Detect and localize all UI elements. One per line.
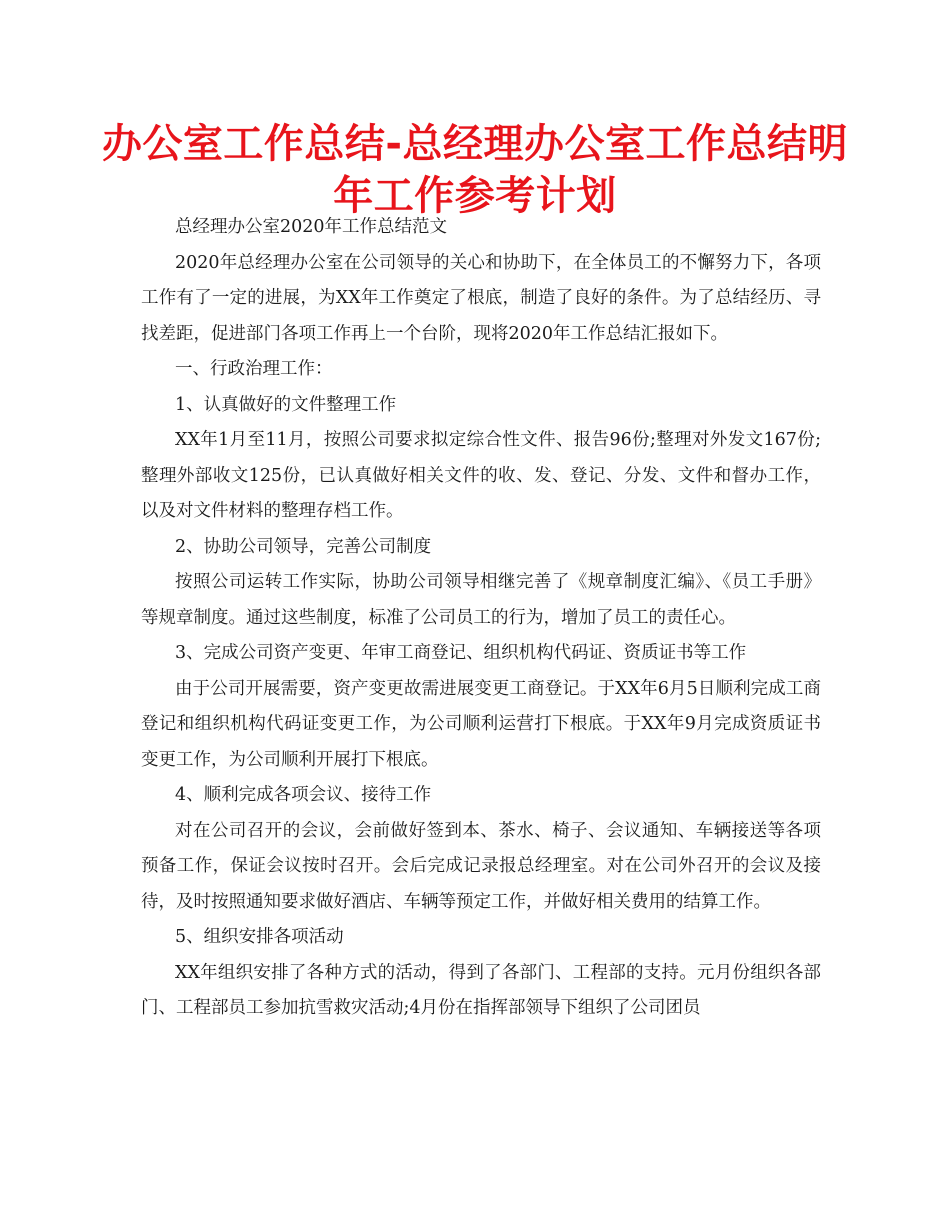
paragraph: 由于公司开展需要，资产变更故需进展变更工商登记。于XX年6月5日顺利完成工商登记和组织机构代码证变更工作，为公司顺利运营打下根底。于XX年9月完成资质证书变更工作，为公司顺利开展打下根底。 [141, 678, 821, 770]
title-line-1: 办公室工作总结-总经理办公室工作总结明 [101, 121, 849, 167]
document-title [100, 118, 850, 222]
paragraph: XX年1月至11月，按照公司要求拟定综合性文件、报告96份;整理对外发文167份;整理外部收文125份，已认真做好相关文件的收、发、登记、分发、文件和督办工作，以及对文件材料的整理存档工作。 [141, 430, 821, 521]
item-heading: 1、认真做好的文件整理工作 [175, 394, 397, 415]
item-heading: 2、协助公司领导，完善公司制度 [175, 536, 432, 557]
title-line-2: 年工作参考计划 [333, 173, 617, 219]
item-heading: 4、顺利完成各项会议、接待工作 [175, 785, 432, 805]
paragraph: 对在公司召开的会议，会前做好签到本、茶水、椅子、会议通知、车辆接送等各项预备工作，保证会议按时召开。会后完成记录报总经理室。对在公司外召开的会议及接待，及时按照通知要求做好酒店、车辆等预定工作，并做好相关费用的结算工作。 [141, 820, 821, 912]
document-body [141, 210, 821, 1027]
paragraph: 按照公司运转工作实际，协助公司领导相继完善了《规章制度汇编》、《员工手册》等规章制度。通过这些制度，标准了公司员工的行为，增加了员工的责任心。 [141, 572, 821, 628]
paragraph: XX年组织安排了各种方式的活动，得到了各部门、工程部的支持。元月份组织各部门、工程部员工参加抗雪救灾活动;4月份在指挥部领导下组织了公司团员 [141, 962, 821, 1018]
section-heading: 一、行政治理工作： [175, 359, 333, 379]
item-heading: 5、组织安排各项活动 [175, 927, 344, 947]
paragraph-subtitle: 总经理办公室2020年工作总结范文 [175, 217, 448, 237]
item-heading: 3、完成公司资产变更、年审工商登记、组织机构代码证、资质证书等工作 [175, 643, 747, 663]
paragraph-intro: 2020年总经理办公室在公司领导的关心和协助下，在全体员工的不懈努力下，各项工作有了一定的进展，为XX年工作奠定了根底，制造了良好的条件。为了总结经历、寻找差距，促进部门各项工作再上一个台阶，现将2020年工作总结汇报如下。 [141, 252, 821, 344]
